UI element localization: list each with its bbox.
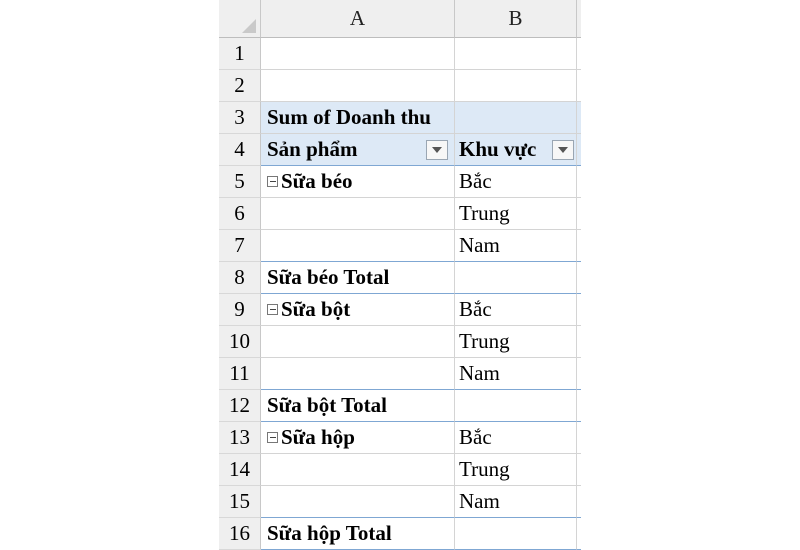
cell-c-partial[interactable] [577,198,581,230]
row-header[interactable]: 11 [219,358,261,390]
cell-a-text: Sữa bột Total [267,393,387,417]
cell-b-text: Bắc [459,169,492,193]
cell-a-text: Sữa béo [281,169,353,193]
cell-c-partial[interactable] [577,454,581,486]
cell-b1[interactable] [455,38,577,70]
cell-a13[interactable] [261,422,455,454]
column-header-b[interactable]: B [455,0,577,38]
cell-b2[interactable] [455,70,577,102]
row-header[interactable]: 6 [219,198,261,230]
cell-b-text: Bắc [459,297,492,321]
cell-c-partial[interactable] [577,38,581,70]
cell-a10[interactable] [261,326,455,358]
cell-b16[interactable] [455,518,577,550]
cell-a-text: Sữa hộp Total [267,521,392,545]
cell-b12[interactable] [455,390,577,422]
cell-c-partial[interactable] [577,230,581,262]
cell-c-partial[interactable] [577,358,581,390]
row-header[interactable]: 8 [219,262,261,294]
cell-c-partial[interactable] [577,102,581,134]
collapse-minus-icon[interactable] [267,432,278,443]
cell-a-text: Sữa bột [281,297,351,321]
cell-c-partial[interactable] [577,422,581,454]
cell-b13[interactable] [455,422,577,454]
row-header[interactable]: 13 [219,422,261,454]
cell-b6[interactable] [455,198,577,230]
row-header[interactable]: 12 [219,390,261,422]
cell-c-partial[interactable] [577,70,581,102]
cell-a7[interactable] [261,230,455,262]
cell-b11[interactable] [455,358,577,390]
cell-c-partial[interactable] [577,262,581,294]
row-header[interactable]: 14 [219,454,261,486]
cell-a-text: Sữa hộp [281,425,355,449]
cell-b-text: Nam [459,233,500,257]
cell-a-text: Sản phẩm [267,137,358,161]
cell-b14[interactable] [455,454,577,486]
spreadsheet-grid [219,0,581,550]
cell-b-text: Nam [459,489,500,513]
cell-c-partial[interactable] [577,166,581,198]
cell-a12[interactable] [261,390,455,422]
cell-a4[interactable] [261,134,455,166]
cell-b8[interactable] [455,262,577,294]
collapse-minus-icon[interactable] [267,176,278,187]
cell-a8[interactable] [261,262,455,294]
cell-a14[interactable] [261,454,455,486]
cell-c-partial[interactable] [577,518,581,550]
column-header-c-partial[interactable] [577,0,581,38]
cell-a1[interactable] [261,38,455,70]
filter-dropdown-icon[interactable] [426,140,448,160]
row-header[interactable]: 7 [219,230,261,262]
cell-a-text: Sum of Doanh thu [267,105,431,129]
cell-b4[interactable] [455,134,577,166]
cell-b-text: Trung [459,457,510,481]
row-header[interactable]: 10 [219,326,261,358]
cell-b-text: Trung [459,201,510,225]
collapse-minus-icon[interactable] [267,304,278,315]
cell-b9[interactable] [455,294,577,326]
cell-c-partial[interactable] [577,134,581,166]
row-header[interactable]: 9 [219,294,261,326]
cell-b10[interactable] [455,326,577,358]
row-header[interactable]: 2 [219,70,261,102]
cell-a11[interactable] [261,358,455,390]
select-all-triangle-icon [242,19,256,33]
cell-c-partial[interactable] [577,326,581,358]
row-header[interactable]: 4 [219,134,261,166]
cell-b-text: Trung [459,329,510,353]
filter-dropdown-icon[interactable] [552,140,574,160]
cell-a5[interactable] [261,166,455,198]
cell-b-text: Bắc [459,425,492,449]
row-header[interactable]: 1 [219,38,261,70]
row-header[interactable]: 3 [219,102,261,134]
column-header-a[interactable]: A [261,0,455,38]
cell-b5[interactable] [455,166,577,198]
row-header[interactable]: 16 [219,518,261,550]
cell-a9[interactable] [261,294,455,326]
cell-a-text: Sữa béo Total [267,265,390,289]
cell-b3[interactable] [455,102,577,134]
cell-a2[interactable] [261,70,455,102]
cell-b-text: Khu vực [459,137,537,161]
cell-a3[interactable] [261,102,455,134]
row-header[interactable]: 5 [219,166,261,198]
cell-a16[interactable] [261,518,455,550]
row-header[interactable]: 15 [219,486,261,518]
cell-a15[interactable] [261,486,455,518]
cell-a6[interactable] [261,198,455,230]
cell-b15[interactable] [455,486,577,518]
cell-b-text: Nam [459,361,500,385]
cell-b7[interactable] [455,230,577,262]
cell-c-partial[interactable] [577,486,581,518]
cell-c-partial[interactable] [577,390,581,422]
cell-c-partial[interactable] [577,294,581,326]
select-all-corner[interactable] [219,0,261,38]
